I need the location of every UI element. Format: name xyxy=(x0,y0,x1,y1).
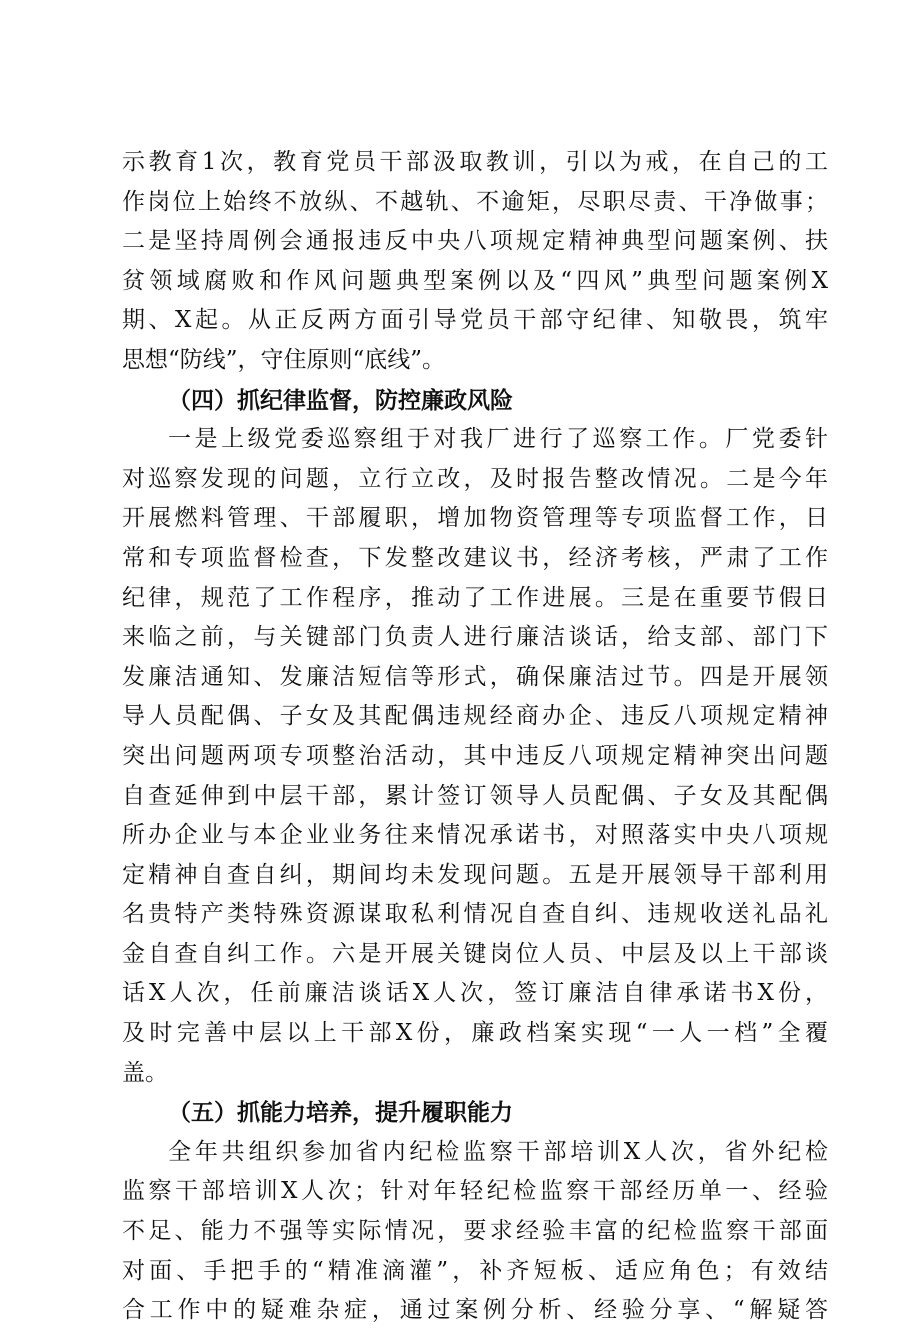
text-line: 发廉洁通知、发廉洁短信等形式，确保廉洁过节。四是开展领 xyxy=(122,663,828,690)
text-line: 对巡察发现的问题，立行立改，及时报告整改情况。二是今年 xyxy=(122,465,828,492)
text-line: 导人员配偶、子女及其配偶违规经商办企、违反八项规定精神 xyxy=(122,703,828,730)
section-heading: （四）抓纪律监督，防控廉政风险 xyxy=(168,386,513,414)
text-line: 所办企业与本企业业务往来情况承诺书，对照落实中央八项规 xyxy=(122,822,828,849)
text-line: 开展燃料管理、干部履职，增加物资管理等专项监督工作，日 xyxy=(122,505,828,532)
text-line: 话X人次，任前廉洁谈话X人次，签订廉洁自律承诺书X份， xyxy=(122,980,828,1007)
text-line: 作岗位上始终不放纵、不越轨、不逾矩，尽职尽责、干净做事； xyxy=(122,188,828,215)
text-line: 盖。 xyxy=(122,1059,168,1086)
text-line: 二是坚持周例会通报违反中央八项规定精神典型问题案例、扶 xyxy=(122,228,828,255)
text-line: 对面、手把手的“精准滴灌”，补齐短板、适应角色；有效结 xyxy=(122,1257,828,1284)
text-line: 期、X起。从正反两方面引导党员干部守纪律、知敬畏，筑牢 xyxy=(122,307,828,334)
text-line: 突出问题两项专项整治活动，其中违反八项规定精神突出问题 xyxy=(122,742,828,769)
section-heading: （五）抓能力培养，提升履职能力 xyxy=(168,1099,513,1127)
text-line: 来临之前，与关键部门负责人进行廉洁谈话，给支部、部门下 xyxy=(122,624,828,651)
text-line: 纪律，规范了工作程序，推动了工作进展。三是在重要节假日 xyxy=(122,584,828,611)
text-line: 一是上级党委巡察组于对我厂进行了巡察工作。厂党委针 xyxy=(168,426,828,453)
text-line: 全年共组织参加省内纪检监察干部培训X人次，省外纪检 xyxy=(168,1138,828,1165)
text-line: 贫领域腐败和作风问题典型案例以及“四风”典型问题案例X xyxy=(122,267,828,294)
text-line: 监察干部培训X人次；针对年轻纪检监察干部经历单一、经验 xyxy=(122,1178,828,1205)
text-line: 不足、能力不强等实际情况，要求经验丰富的纪检监察干部面 xyxy=(122,1218,828,1245)
text-line: 定精神自查自纠，期间均未发现问题。五是开展领导干部利用 xyxy=(122,861,828,888)
text-line: 示教育1次，教育党员干部汲取教训，引以为戒，在自己的工 xyxy=(122,149,828,175)
text-line: 及时完善中层以上干部X份，廉政档案实现“一人一档”全覆 xyxy=(122,1020,828,1047)
document-body xyxy=(122,143,828,1331)
text-line: 思想“防线”，守住原则“底线”。 xyxy=(122,346,446,373)
text-line: 自查延伸到中层干部，累计签订领导人员配偶、子女及其配偶 xyxy=(122,782,828,809)
text-line: 常和专项监督检查，下发整改建议书，经济考核，严肃了工作 xyxy=(122,544,828,571)
text-line: 名贵特产类特殊资源谋取私利情况自查自纠、违规收送礼品礼 xyxy=(122,901,828,928)
text-line: 合工作中的疑难杂症，通过案例分析、经验分享、“解疑答 xyxy=(122,1297,828,1324)
text-line: 金自查自纠工作。六是开展关键岗位人员、中层及以上干部谈 xyxy=(122,940,828,967)
